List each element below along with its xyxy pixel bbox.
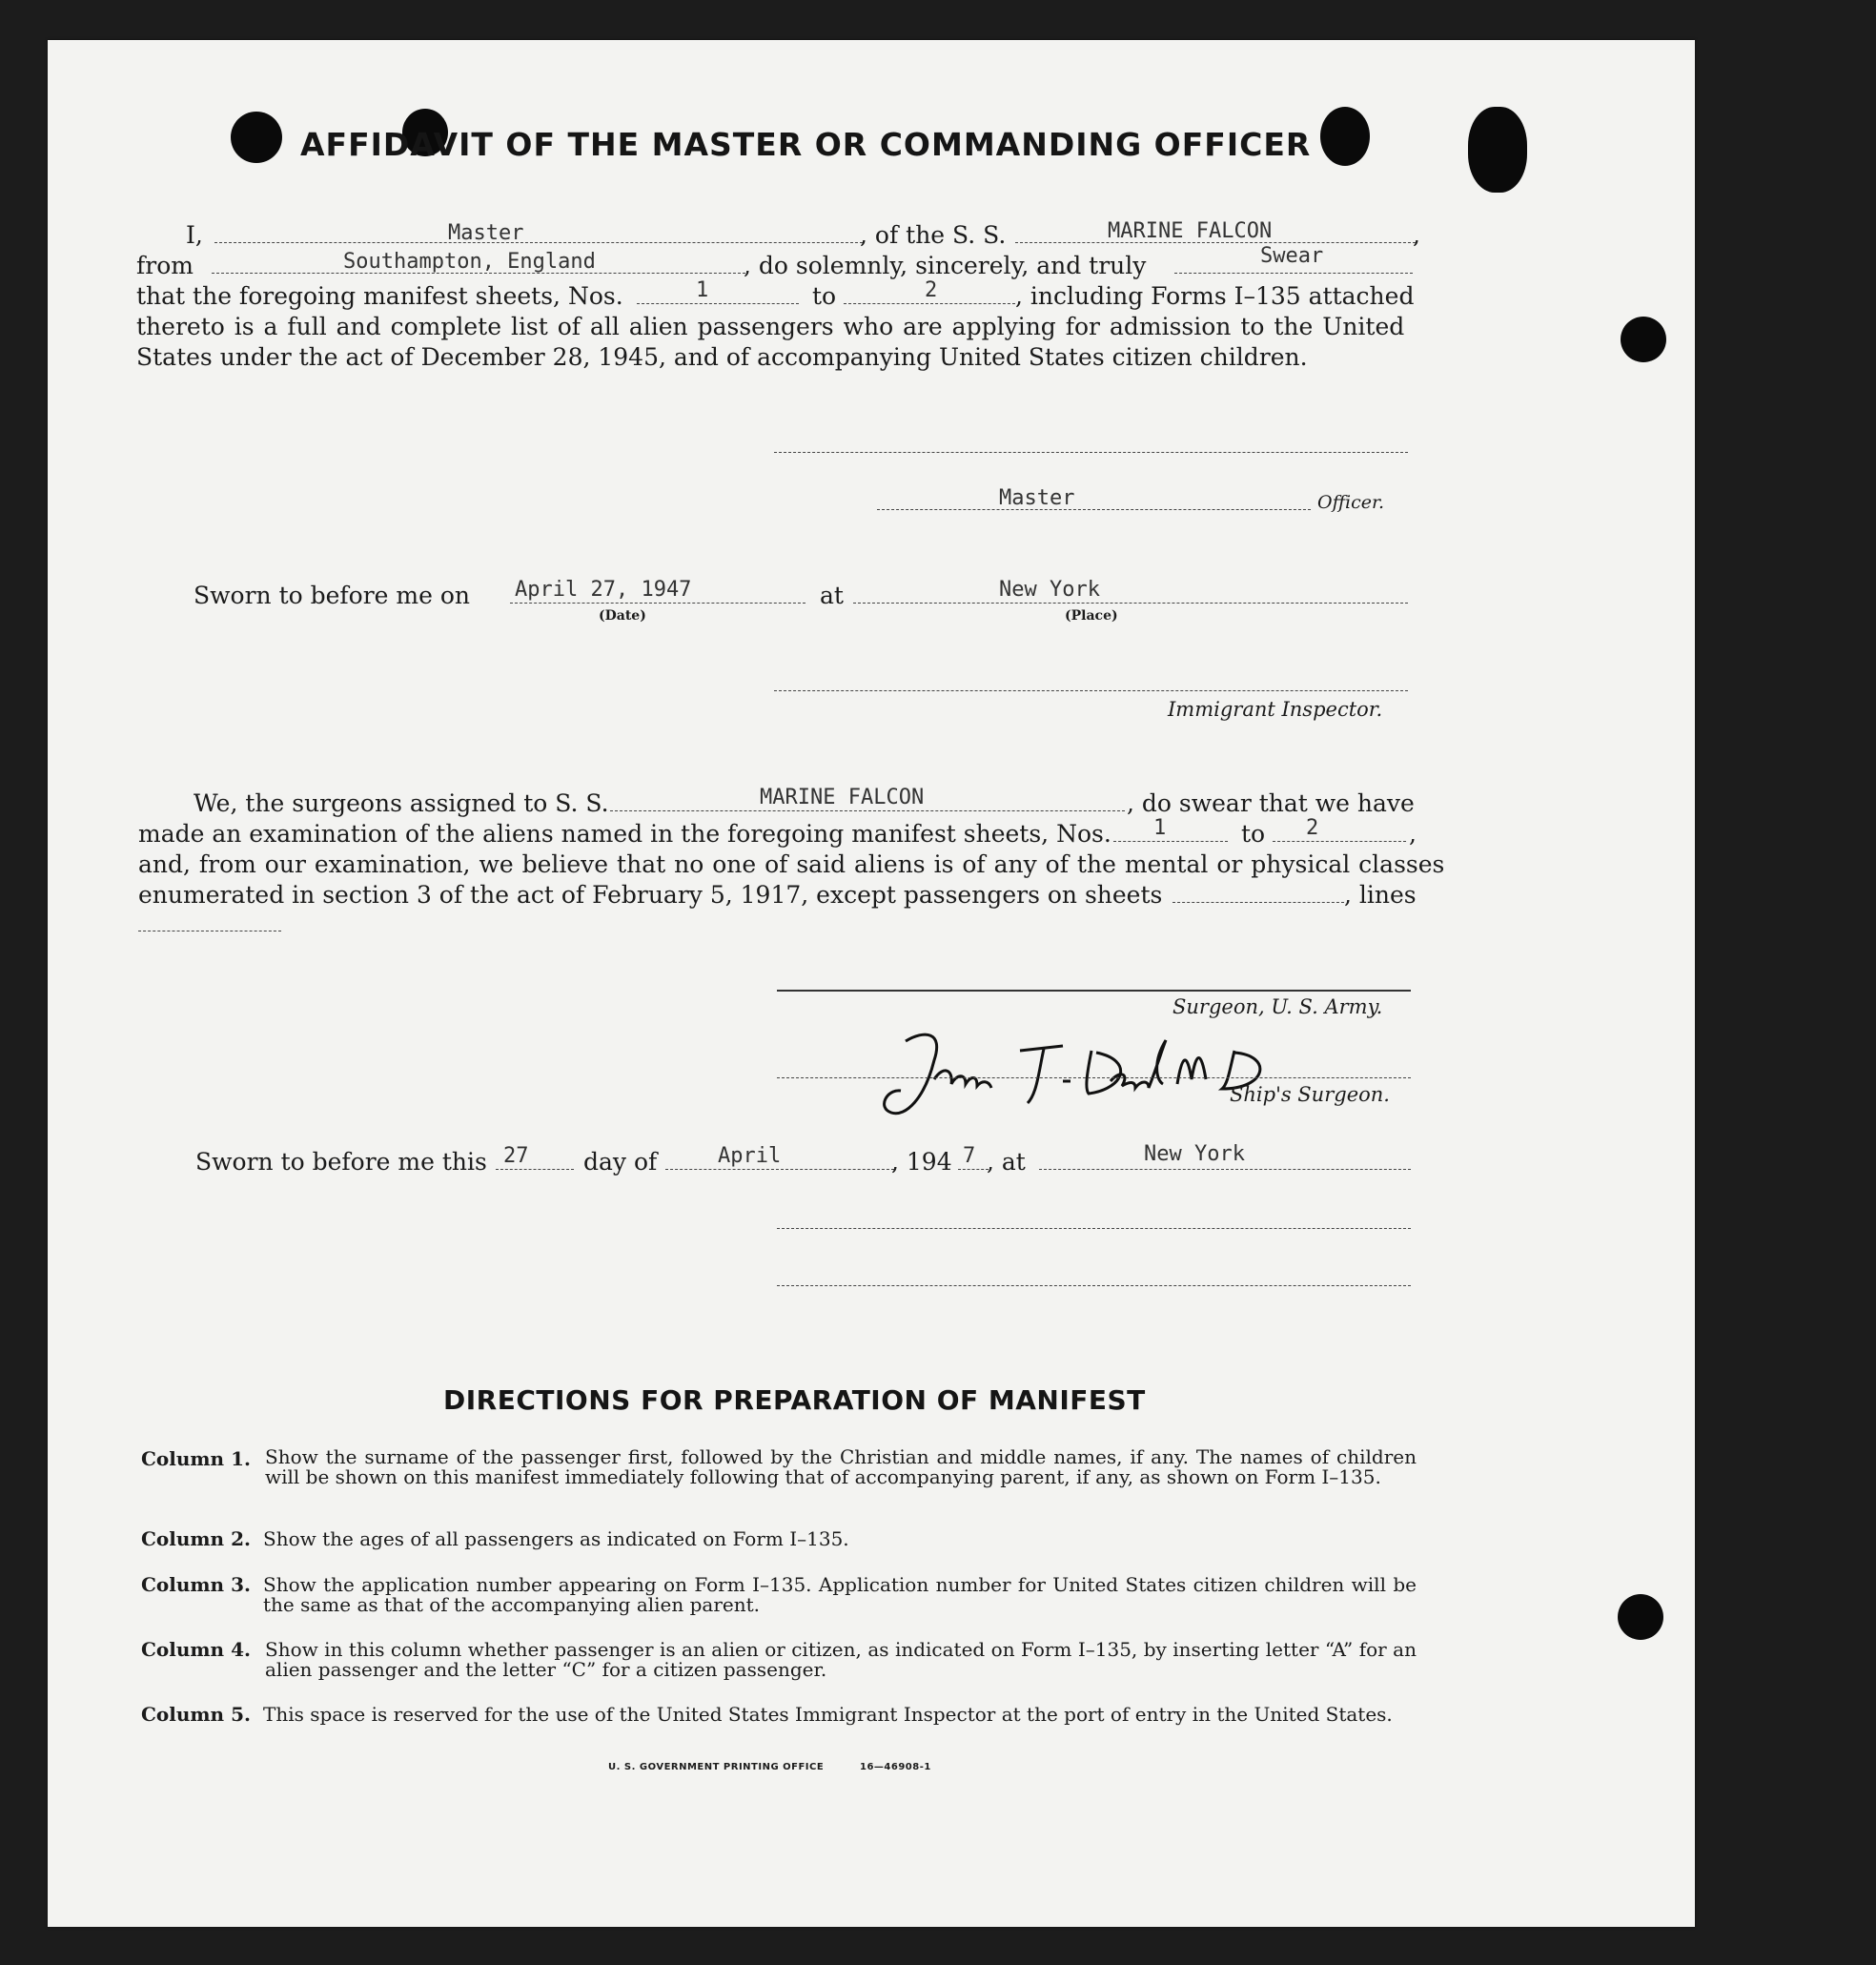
sheet-to-field: 2 [925,278,938,302]
surgeon-ship-line [610,810,1125,811]
month-field: April [718,1144,782,1168]
surgeon-place-line [1039,1169,1411,1170]
inspector-label: Immigrant Inspector. [1168,698,1383,721]
sheet-from-field: 1 [696,278,709,302]
surgeons-line-2: made an examination of the aliens named in the foregoing manifest sheets, Nos. [138,820,1111,848]
at-label: at [820,582,844,609]
signer-title-line [877,509,1311,510]
surgeons-at-label: , at [987,1148,1026,1176]
surgeon-place-field: New York [1144,1142,1245,1166]
direction-text: Show the application number appearing on Form I–135. Application number for United States citizen children will be the same as that of the accompanying alien parent. [263,1573,1417,1616]
officer-signature-line-2 [777,1285,1411,1286]
day-field: 27 [503,1144,529,1168]
from-place-field: Southampton, England [343,250,596,274]
surgeon-ship-field: MARINE FALCON [760,786,925,809]
to-label: to [812,282,837,310]
direction-label: Column 3. [141,1573,251,1596]
swear-field-line [1174,273,1413,274]
day-field-line [496,1169,574,1170]
affidavit-line-4: thereto is a full and complete list of all alien passengers who are applying for admission to the United [136,313,1405,340]
army-surgeon-signature-line [777,990,1411,992]
place-field-line [853,603,1408,604]
surgeons-sworn-label: Sworn to before me this [195,1148,487,1176]
month-field-line [665,1169,894,1170]
ship-name-field: MARINE FALCON [1108,219,1273,243]
surgeon-sheet-to-field: 2 [1306,816,1319,840]
solemnly-label: , do solemnly, sincerely, and truly [744,252,1147,279]
forms-label: , including Forms I–135 attached [1015,282,1415,310]
year-field-line [958,1169,989,1170]
swear-field: Swear [1260,244,1324,268]
surgeons-line-4: enumerated in section 3 of the act of February 5, 1917, except passengers on sheets [138,881,1163,909]
surgeon-sheet-from-line [1113,841,1228,842]
punch-hole [231,112,282,163]
sworn-place-field: New York [999,578,1100,602]
surgeons-swear-label: , do swear that we have [1127,789,1415,817]
direction-text: This space is reserved for the use of the United States Immigrant Inspector at the port of entry in the United States. [263,1703,1393,1726]
i-label: I, [186,221,203,249]
surgeon-sheet-to-line [1273,841,1406,842]
sworn-date-field: April 27, 1947 [515,578,692,602]
from-label: from [136,252,194,279]
ship-surgeon-label: Ship's Surgeon. [1230,1083,1390,1106]
punch-hole [1621,317,1666,362]
document-page [48,40,1695,1927]
surgeon-to-label: to [1241,820,1266,848]
date-field-line [510,603,805,604]
surgeons-line-3: and, from our examination, we believe that no one of said aliens is of any of the mental or physical classes [138,850,1445,878]
sheets-label: that the foregoing manifest sheets, Nos. [136,282,623,310]
place-caption: (Place) [1065,608,1118,624]
of-ss-label: , of the S. S. [860,221,1007,249]
punch-hole [1618,1594,1663,1640]
surgeons-intro: We, the surgeons assigned to S. S. [194,789,609,817]
inspector-signature-line [774,690,1408,691]
date-caption: (Date) [599,608,646,624]
direction-text: Show the ages of all passengers as indicated on Form I–135. [263,1527,849,1550]
direction-text: Show in this column whether passenger is an alien or citizen, as indicated on Form I–135, by inserting letter “A” for an alien passenger and the letter “C” for a citizen passenger. [265,1638,1417,1681]
direction-label: Column 1. [141,1447,251,1470]
ship-surgeon-signature [867,1022,1325,1127]
direction-label: Column 2. [141,1527,251,1550]
master-signature-line [774,452,1408,453]
officer-signature-line-1 [777,1228,1411,1229]
printer-imprint: U. S. GOVERNMENT PRINTING OFFICE [608,1762,825,1772]
comma: , [1413,221,1420,249]
year-digit-field: 7 [963,1144,976,1168]
form-code: 16—46908-1 [860,1762,931,1772]
direction-label: Column 4. [141,1638,251,1661]
punch-hole [1468,107,1527,193]
sworn-label: Sworn to before me on [194,582,471,609]
lines-label: , lines [1344,881,1417,909]
surgeon-sheet-from-field: 1 [1153,816,1167,840]
punch-hole [1320,107,1370,166]
comma: , [1409,820,1417,848]
rank-field: Master [448,221,524,245]
affidavit-line-5: States under the act of December 28, 1945, and of accompanying United States citizen children. [136,343,1308,371]
ship-surgeon-signature-line [777,1077,1411,1078]
army-surgeon-label: Surgeon, U. S. Army. [1172,995,1383,1018]
sheet-from-line [637,303,799,304]
form-title: AFFIDAVIT OF THE MASTER OR COMMANDING OFFICER [300,126,1312,163]
officer-suffix: Officer. [1317,492,1385,513]
direction-text: Show the surname of the passenger first, followed by the Christian and middle names, if any. The names of children will be shown on this manifest immediately following that of accompanying parent, if any, as shown on Form I–135. [265,1445,1417,1488]
signer-title-field: Master [999,486,1075,510]
year-prefix: , 194 [891,1148,952,1176]
rank-field-line [214,242,863,243]
directions-title: DIRECTIONS FOR PREPARATION OF MANIFEST [443,1384,1146,1416]
except-sheets-line [1172,902,1344,903]
direction-label: Column 5. [141,1703,251,1726]
day-of-label: day of [583,1148,658,1176]
sheet-to-line [844,303,1015,304]
